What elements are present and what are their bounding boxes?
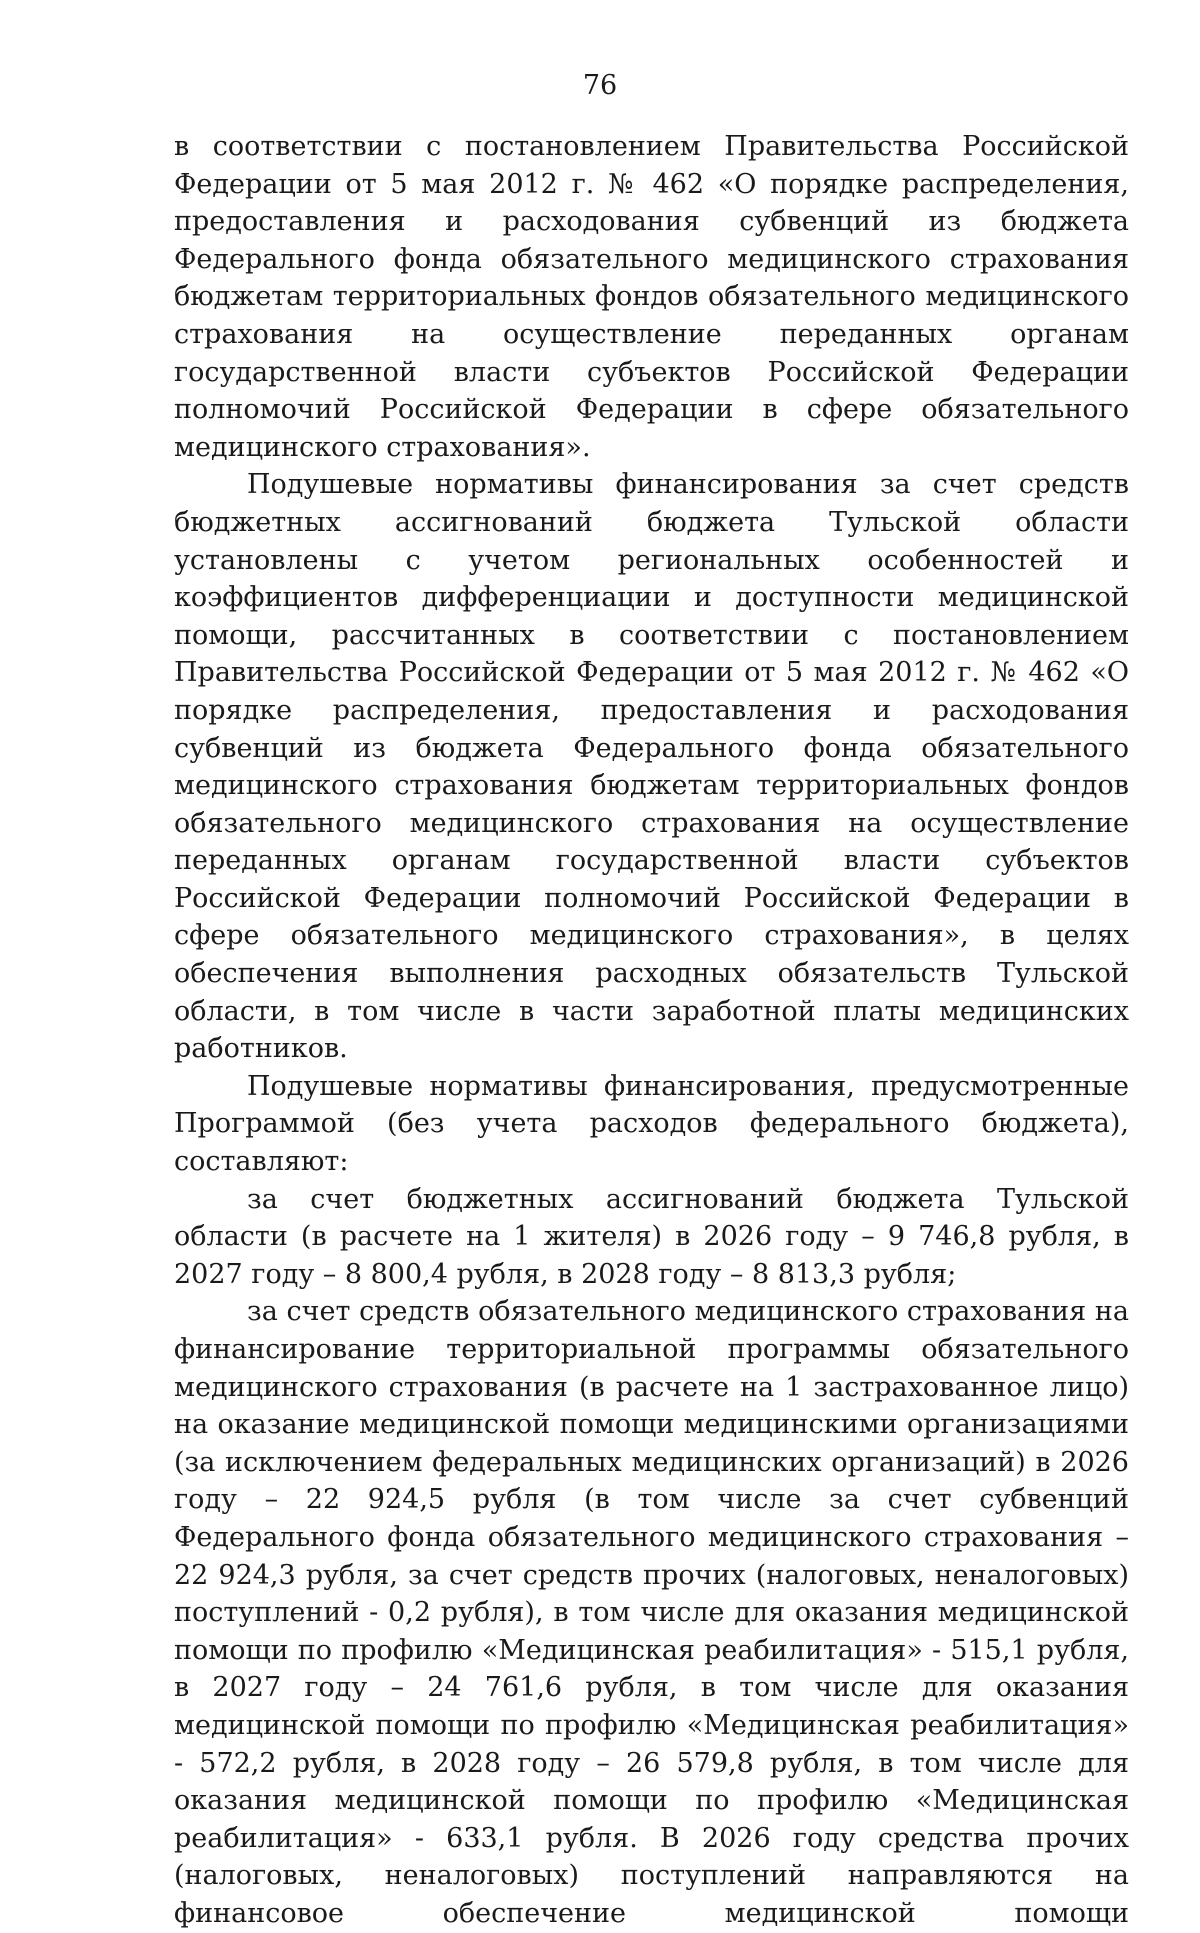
page-number: 76 bbox=[582, 70, 618, 101]
paragraph: Подушевые нормативы финансирования за счет средств бюджетных ассигнований бюджета Тульской области установлены с учетом региональных особенностей и коэффициентов дифференциации и доступности медицинской помощи, рассчитанных в соответствии с постановлением Правительства Российской Федерации от 5 мая 2012 г. № 462 «О порядке распределения, предоставления и расходования субвенций из бюджета Федерального фонда обязательного медицинского страхования бюджетам территориальных фондов обязательного медицинского страхования на осуществление переданных органам государственной власти субъектов Российской Федерации полномочий Российской Федерации в сфере обязательного медицинского страхования», в целях обеспечения выполнения расходных обязательств Тульской области, в том числе в части заработной платы медицинских работников. bbox=[174, 469, 1129, 1065]
paragraph: в соответствии с постановлением Правительства Российской Федерации от 5 мая 2012 г. № 462 «О порядке распределения, предоставления и расходования субвенций из бюджета Федерального фонда обязательного медицинского страхования бюджетам территориальных фондов обязательного медицинского страхования на осуществление переданных органам государственной власти субъектов Российской Федерации полномочий Российской Федерации в сфере обязательного медицинского страхования». bbox=[174, 131, 1129, 463]
paragraph: за счет средств обязательного медицинского страхования на финансирование территориальной программы обязательного медицинского страхования (в расчете на 1 застрахованное лицо) на оказание медицинской помощи медицинскими организациями (за исключением федеральных медицинских организаций) в 2026 году – 22 924,5 рубля (в том числе за счет субвенций Федерального фонда обязательного медицинского страхования – 22 924,3 рубля, за счет средств прочих (налоговых, неналоговых) поступлений - 0,2 рубля), в том числе для оказания медицинской помощи по профилю «Медицинская реабилитация» - 515,1 рубля, в 2027 году – 24 761,6 рубля, в том числе для оказания медицинской помощи по профилю «Медицинская реабилитация» - 572,2 рубля, в 2028 году – 26 579,8 рубля, в том числе для оказания медицинской помощи по профилю «Медицинская реабилитация» - 633,1 рубля. В 2026 году средства прочих (налоговых, неналоговых) поступлений направляются на финансовое обеспечение медицинской помощи bbox=[174, 1296, 1129, 1929]
paragraph: Подушевые нормативы финансирования, предусмотренные Программой (без учета расходов федерального бюджета), составляют: bbox=[174, 1070, 1129, 1178]
document-body bbox=[174, 128, 1129, 1933]
paragraph: за счет бюджетных ассигнований бюджета Тульской области (в расчете на 1 жителя) в 2026 году – 9 746,8 рубля, в 2027 году – 8 800,4 рубля, в 2028 году – 8 813,3 рубля; bbox=[174, 1183, 1129, 1290]
